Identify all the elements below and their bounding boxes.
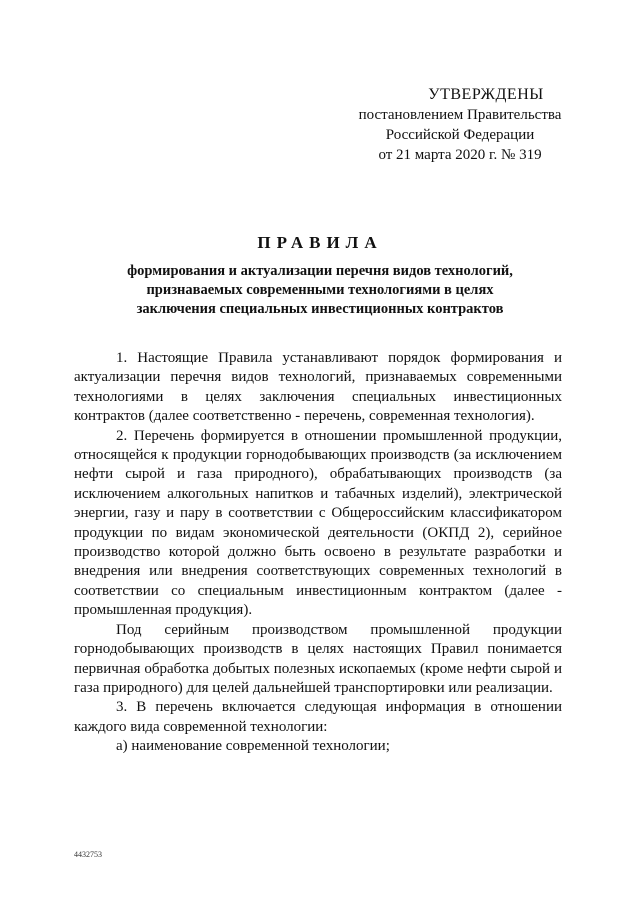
approval-line-1: постановлением Правительства: [358, 107, 562, 123]
paragraph-5: а) наименование современной технологии;: [116, 738, 390, 755]
approval-line-2: Российской Федерации: [385, 127, 535, 143]
document-title: ПРАВИЛА: [257, 233, 383, 252]
document-body: [74, 349, 562, 757]
approval-line-3: от 21 марта 2020 г. № 319: [378, 147, 542, 163]
subtitle-line-1: формирования и актуализации перечня видов технологий,: [127, 263, 513, 279]
document-id: 4432753: [74, 850, 102, 859]
paragraph-4: 3. В перечень включается следующая информация в отношении каждого вида современной технологии:: [74, 699, 562, 735]
approval-heading: УТВЕРЖДЕНЫ: [428, 86, 544, 103]
subtitle-line-3: заключения специальных инвестиционных контрактов: [136, 301, 504, 317]
approval-stamp: [340, 85, 580, 165]
paragraph-3: Под серийным производством промышленной продукции горнодобывающих производств в целях настоящих Правил понимается первичная обработка добытых полезных ископаемых (кроме нефти сырой и газа природного) для целей дальнейшей транспортировки или реализации.: [74, 621, 562, 696]
paragraph-2: 2. Перечень формируется в отношении промышленной продукции, относящейся к продукции горнодобывающих производств (за исключением нефти сырой и газа природного), обрабатывающих производств (за исключением алкогольных напитков и табачных изделий), электрической энергии, газу и пару в соответствии с Общероссийским классификатором продукции по видам экономической деятельности (ОКПД 2), серийное производство которой должно быть освоено в результате разработки и внедрения или внедрения соответствующих современных технологий в соответствии со специальным инвестиционным контрактом (далее - промышленная продукция).: [74, 427, 562, 619]
paragraph-1: 1. Настоящие Правила устанавливают порядок формирования и актуализации перечня видов технологий, признаваемых современными технологиями в целях заключения специальных инвестиционных контрактов (далее соответственно - перечень, современная технология).: [74, 350, 562, 425]
document-subtitle: [90, 262, 550, 319]
subtitle-line-2: признаваемых современными технологиями в целях: [146, 282, 494, 298]
